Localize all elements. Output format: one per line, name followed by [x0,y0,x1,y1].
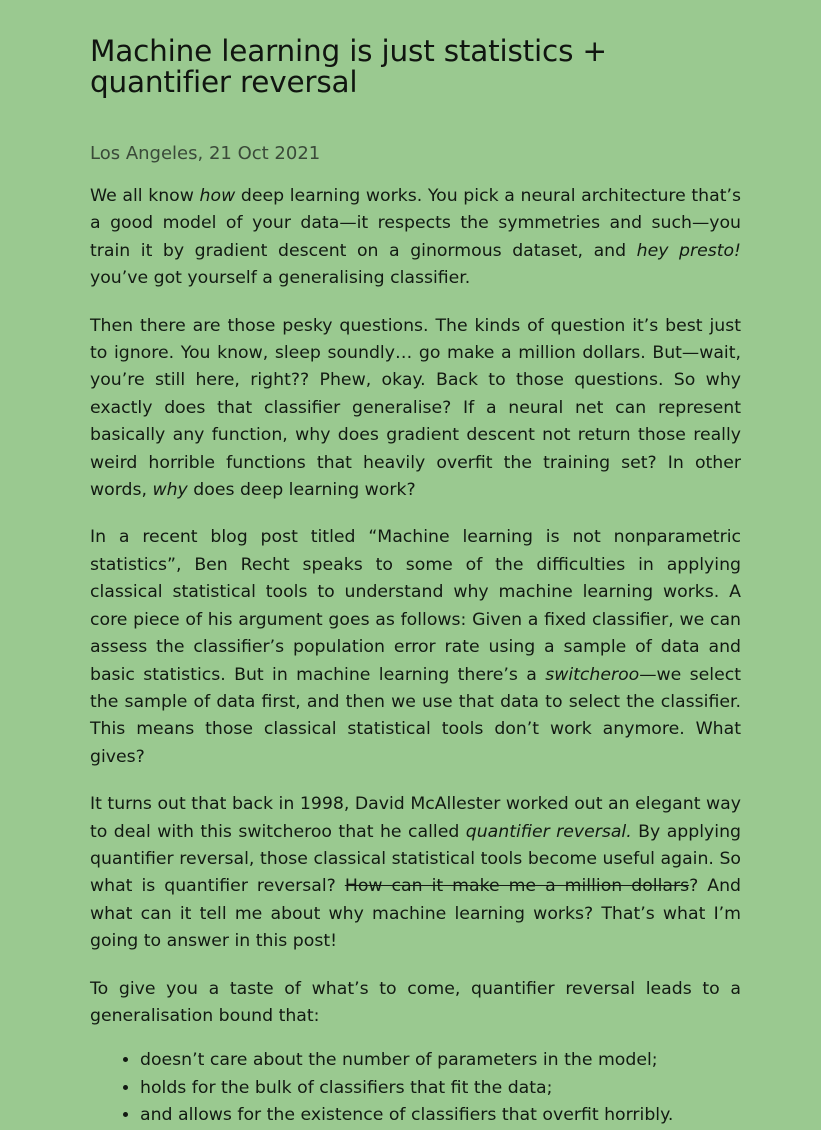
paragraph-2-text-1: Then there are those pesky questions. The kinds of question it’s best just to ignore. You know, sleep soundly… go make a million dollars. But—wait, you’re still here, right?? Phew, okay. Back to those questions. So why exactly does that classifier generalise? If a neural net can represent basically any function, why does gradient descent not return those really weird horrible functions that heavily overfit the training set? In other words, [90,315,741,501]
article-location-date: Los Angeles, 21 Oct 2021 [90,143,321,164]
paragraph-4-emphasis-quantifier-reversal: quantifier reversal. [465,821,632,842]
paragraph-5: To give you a taste of what’s to come, quantifier reversal leads to a generalisation bound that: [90,978,741,1026]
paragraph-4-text-2: By applying quantifier reversal, those classical statistical tools become useful again. So what is quantifier reversal? [90,821,741,897]
paragraph-3-emphasis-switcheroo: switcheroo [545,664,640,685]
paragraph-1-emphasis-hey-presto: hey presto! [636,240,741,261]
paragraph-3-text-2: —we select the sample of data first, and then we use that data to select the classifier. This means those classical statistical tools don’t work anymore. What gives? [90,664,742,767]
paragraph-4 [90,791,741,955]
paragraph-1-text-2: deep learning works. You pick a neural architecture that’s a good model of your data—it respects the symmetries and such—you train it by gradient descent on a ginormous dataset, and [90,186,741,261]
article-title: Machine learning is just statistics + quantifier reversal [90,34,607,99]
paragraph-1-emphasis-how: how [199,186,236,206]
paragraph-4-strikethrough: How can it make me a million dollars [344,876,690,897]
paragraph-2-emphasis-why: why [152,480,188,501]
list-item: • holds for the bulk of classifiers that fit the data; [140,1075,741,1102]
list-item: • and allows for the existence of classifiers that overfit horribly. [140,1102,741,1129]
paragraph-4-text-3: ? And what can it tell me about why machine learning works? That’s what I’m going to answer in this post! [90,876,741,952]
paragraph-3 [90,524,741,771]
article [90,36,741,1130]
paragraph-2 [90,313,741,505]
paragraph-1-text-1: We all know [90,186,200,206]
list-item: • doesn’t care about the number of parameters in the model; [140,1047,741,1074]
paragraph-3-text-1: In a recent blog post titled “Machine learning is not nonparametric statistics”, Ben Recht speaks to some of the difficulties in applying classical statistical tools to understand why machine learning works. A core piece of his argument goes as follows: Given a fixed classifier, we can assess the classifier’s population error rate using a sample of data and basic statistics. But in machine learning there’s a [90,527,741,685]
paragraph-4-text-1: It turns out that back in 1998, David McAllester worked out an elegant way to deal with this switcheroo that he called [90,794,741,842]
paragraph-1-text-3: you’ve got yourself a generalising classifier. [90,268,471,289]
paragraph-2-text-2: does deep learning work? [187,480,416,501]
bullet-list [90,1047,741,1129]
paragraph-1 [90,183,741,293]
